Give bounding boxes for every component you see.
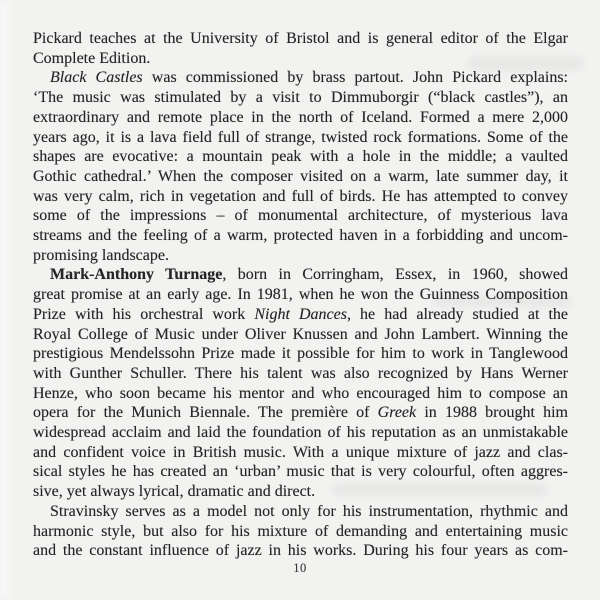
text-line [33, 187, 568, 207]
text-run: sical styles he has created an ‘urban’ music that is very colourful, often aggres- [33, 463, 568, 481]
text-run: Mark-Anthony Turnage [50, 266, 223, 284]
text-line [33, 403, 568, 423]
text-run: Complete Edition. [33, 49, 151, 67]
text-line [33, 384, 568, 404]
text-line [33, 88, 568, 108]
page-text [33, 29, 568, 561]
text-line [33, 29, 568, 49]
text-run: sive, yet always lyrical, dramatic and direct. [33, 483, 316, 501]
text-run: Greek [377, 404, 417, 422]
text-run: ‘The music was stimulated by a visit to Dimmuborgir (“black castles”), an [33, 89, 568, 107]
text-run: Gothic cathedral.’ When the composer visited on a warm, late summer day, it [33, 167, 568, 185]
text-line [33, 443, 568, 463]
text-run: and confident voice in British music. With a unique mixture of jazz and clas- [33, 443, 568, 461]
text-line [33, 108, 568, 128]
text-run: years ago, it is a lava field full of strange, twisted rock formations. Some of the [33, 128, 568, 146]
text-run: great promise at an early age. In 1981, when he won the Guinness Composition [33, 286, 568, 304]
text-line [33, 502, 568, 522]
text-line [33, 344, 568, 364]
text-run: streams and the feeling of a warm, protected haven in a forbidding and uncom- [33, 227, 568, 245]
text-line [33, 541, 568, 561]
text-run: Royal College of Music under Oliver Knussen and John Lambert. Winning the [33, 325, 568, 343]
text-run: in 1988 brought him [416, 404, 568, 422]
text-line [33, 68, 568, 88]
text-run: shapes are evocative: a mountain peak with a hole in the middle; a vaulted [33, 148, 568, 166]
text-run: with Gunther Schuller. There his talent was also recognized by Hans Werner [33, 364, 568, 382]
text-run: Prize with his orchestral work [33, 305, 255, 323]
text-run: prestigious Mendelssohn Prize made it possible for him to work in Tanglewood [33, 345, 568, 363]
text-run: Night Dances [254, 305, 347, 323]
text-line [33, 147, 568, 167]
text-line [33, 462, 568, 482]
text-line [33, 206, 568, 226]
text-run: promising landscape. [33, 246, 169, 264]
scan-edge-highlight [0, 0, 9, 600]
text-line [33, 325, 568, 345]
text-line [33, 364, 568, 384]
text-line [33, 482, 568, 502]
text-line [33, 423, 568, 443]
text-line [33, 49, 568, 69]
text-run: was very calm, rich in vegetation and full of birds. He has attempted to convey [33, 187, 568, 205]
text-line [33, 522, 568, 542]
text-run: some of the impressions – of monumental architecture, of mysterious lava [33, 207, 568, 225]
text-line [33, 246, 568, 266]
text-run: was commissioned by brass partout. John Pickard explains: [142, 69, 569, 87]
text-run: Pickard teaches at the University of Bristol and is general editor of the Elgar [33, 30, 568, 47]
text-line [33, 167, 568, 187]
text-run: Stravinsky serves as a model not only for his instrumentation, rhythmic and [50, 502, 568, 520]
text-line [33, 305, 568, 325]
text-run: extraordinary and remote place in the north of Iceland. Formed a mere 2,000 [33, 108, 568, 126]
text-line [33, 226, 568, 246]
text-run: opera for the Munich Biennale. The première of [33, 404, 378, 422]
text-run: , born in Corringham, Essex, in 1960, showed [222, 266, 569, 284]
text-line [33, 128, 568, 148]
text-run: widespread acclaim and laid the foundation of his reputation as an unmistakable [33, 424, 568, 442]
text-line [33, 265, 568, 285]
page-number: 10 [293, 561, 307, 575]
text-run: harmonic style, but also for his mixture of demanding and entertaining music [33, 522, 568, 540]
text-line [33, 285, 568, 305]
text-run: Henze, who soon became his mentor and who encouraged him to compose an [33, 384, 568, 402]
text-run: and the constant influence of jazz in his works. During his four years as com- [33, 542, 568, 560]
text-run: Black Castles [50, 69, 143, 87]
text-run: , he had already studied at the [346, 305, 569, 323]
